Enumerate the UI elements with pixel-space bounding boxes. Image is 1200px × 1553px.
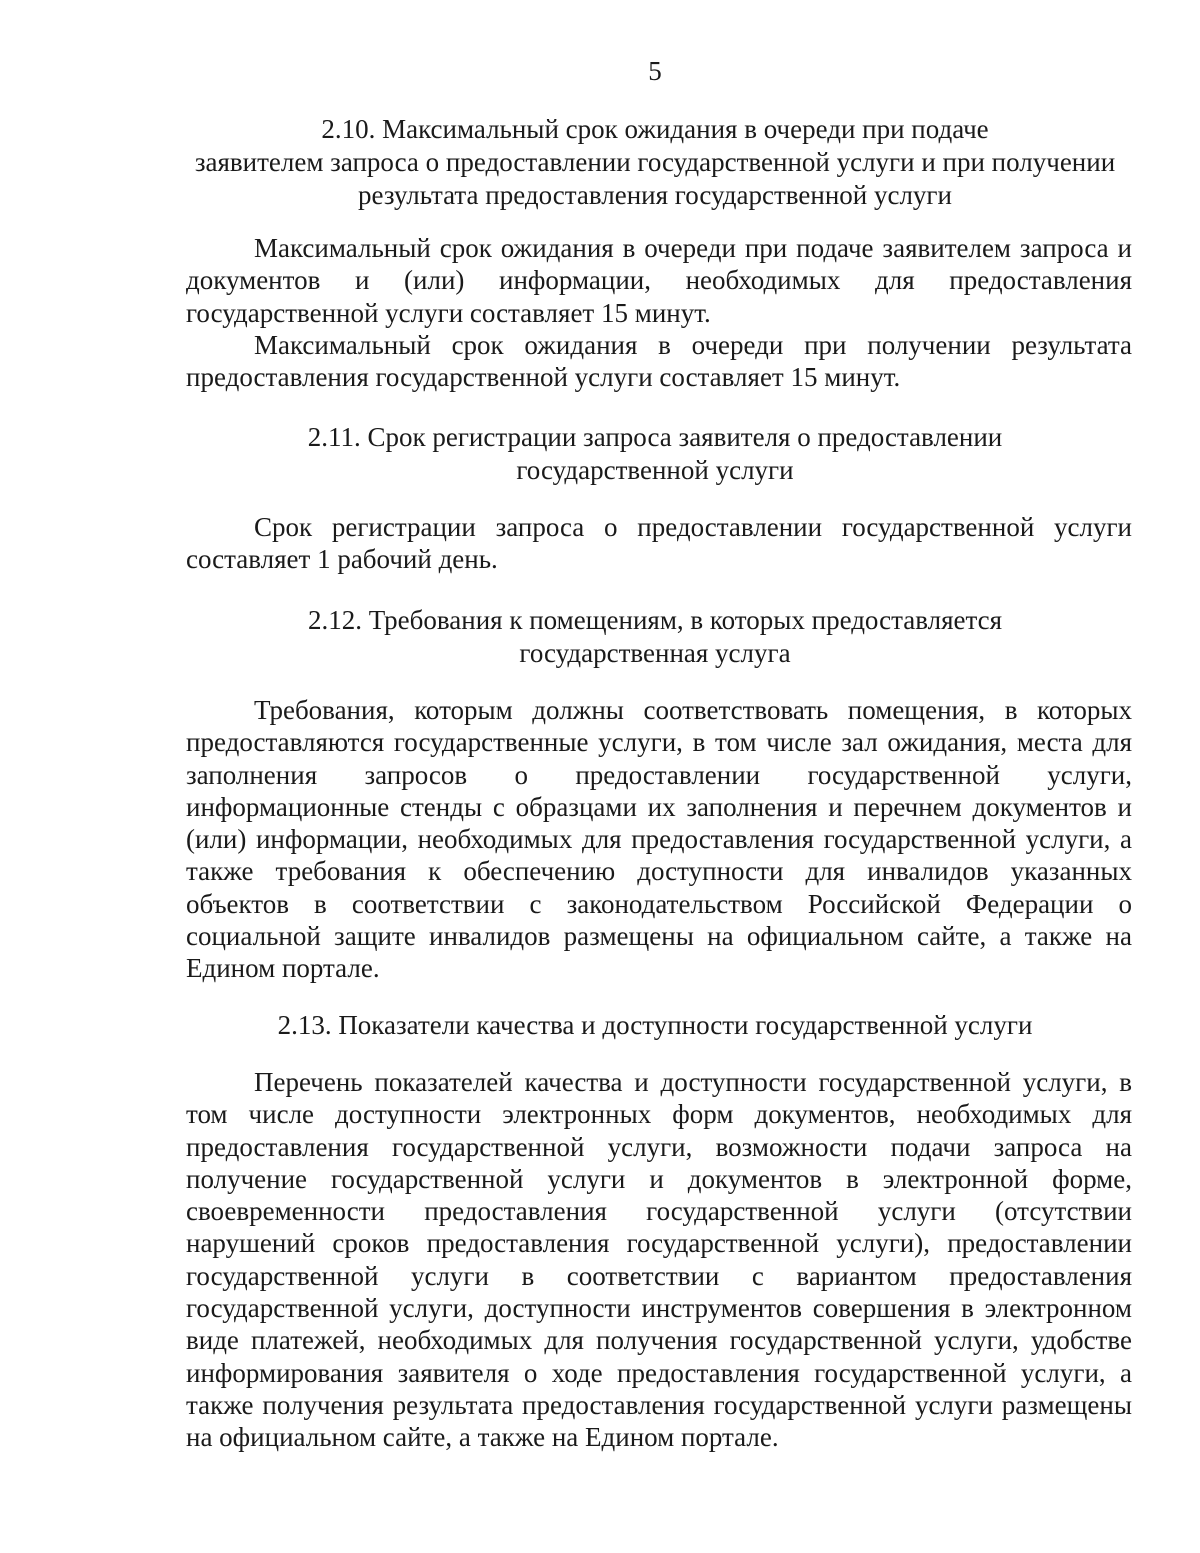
paragraph: Максимальный срок ожидания в очереди при подаче заявителем запроса и документов и (или) информации, необходимых для предоставления государственной услуги составляет 15 минут. — [186, 233, 1132, 328]
section-heading-2-10 — [0, 113, 1200, 212]
heading-line: государственной услуги — [516, 455, 794, 485]
heading-line: 2.11. Срок регистрации запроса заявителя о предоставлении — [307, 422, 1003, 452]
paragraph: Срок регистрации запроса о предоставлении государственной услуги составляет 1 рабочий день. — [186, 512, 1132, 575]
heading-line: результата предоставления государственной услуги — [358, 180, 952, 210]
paragraph: Перечень показателей качества и доступности государственной услуги, в том числе доступности электронных форм документов, необходимых для предоставления государственной услуги, возможности подачи запроса на получение государственной услуги и документов в электронной форме, своевременности предоставления государственной услуги (отсутствии нарушений сроков предоставления государственной услуги), предоставлении государственной услуги в соответствии с вариантом предоставления государственной услуги, доступности инструментов совершения в электронном виде платежей, необходимых для получения государственной услуги, удобстве информирования заявителя о ходе предоставления государственной услуги, а также получения результата предоставления государственной услуги размещены на официальном сайте, а также на Едином портале. — [186, 1067, 1132, 1453]
section-heading-2-11 — [0, 421, 1200, 487]
heading-line: 2.12. Требования к помещениям, в которых предоставляется — [307, 605, 1003, 635]
heading-line: заявителем запроса о предоставлении государственной услуги и при получении — [194, 147, 1116, 177]
page-number: 5 — [648, 56, 662, 86]
paragraph: Требования, которым должны соответствовать помещения, в которых предоставляются государственные услуги, в том числе зал ожидания, места для заполнения запросов о предоставлении государственной услуги, информационные стенды с образцами их заполнения и перечнем документов и (или) информации, необходимых для предоставления государственной услуги, а также требования к обеспечению доступности для инвалидов указанных объектов в соответствии с законодательством Российской Федерации о социальной защите инвалидов размещены на официальном сайте, а также на Едином портале. — [186, 695, 1132, 984]
paragraph: Максимальный срок ожидания в очереди при получении результата предоставления государственной услуги составляет 15 минут. — [186, 330, 1132, 393]
heading-line: 2.10. Максимальный срок ожидания в очереди при подаче — [321, 114, 989, 144]
heading-line: 2.13. Показатели качества и доступности государственной услуги — [277, 1010, 1033, 1040]
heading-line: государственная услуга — [519, 638, 791, 668]
section-heading-2-12 — [0, 604, 1200, 670]
section-heading-2-13 — [0, 1009, 1200, 1042]
